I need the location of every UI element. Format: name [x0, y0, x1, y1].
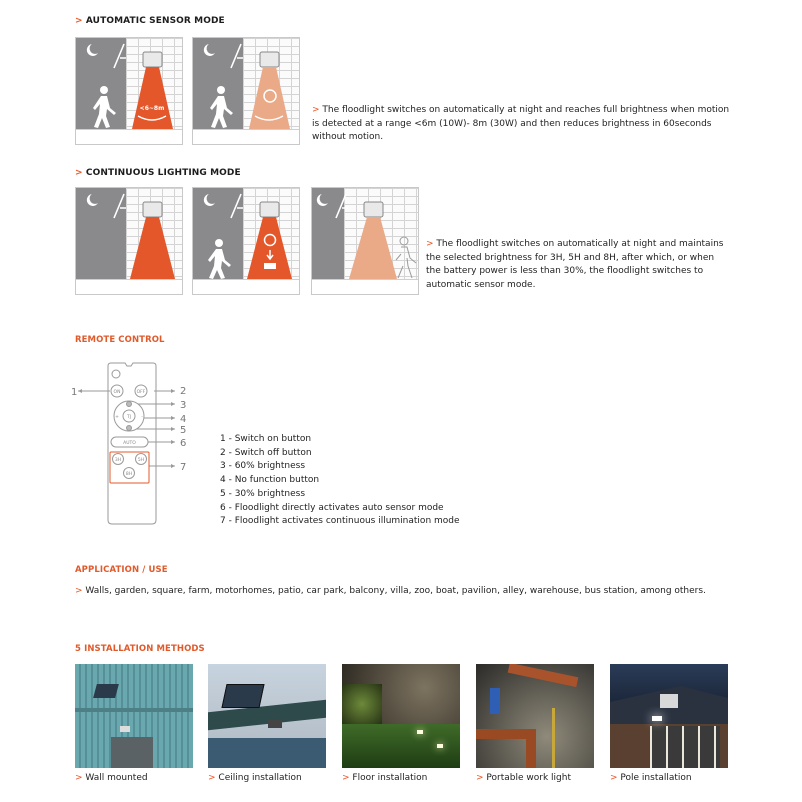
moon-icon — [204, 44, 215, 56]
floodlight-icon — [143, 52, 162, 67]
solar-panel — [221, 684, 264, 708]
walking-person-icon — [210, 86, 233, 128]
moon-icon — [87, 44, 98, 56]
callout-6: 6 — [180, 438, 187, 449]
continuous-diagram-full — [75, 187, 183, 295]
svg-text:ON: ON — [113, 390, 121, 395]
continuous-diagram-timer — [192, 187, 300, 295]
door — [111, 737, 153, 768]
caption-pole: > Pole installation — [610, 773, 692, 783]
auto-sensor-heading: > AUTOMATIC SENSOR MODE — [75, 16, 225, 26]
moon-icon — [204, 194, 215, 206]
floodlight-icon — [143, 202, 162, 217]
walking-person-icon — [93, 86, 116, 128]
floodlight-icon — [260, 202, 279, 217]
continuous-description: > The floodlight switches on automatically at night and maintains the selected brightness for 3H, 5H and 8H, after which, or when the battery power is less than 30%, the floodlight switches to automatic sensor mode. — [426, 239, 724, 290]
remote-legend — [220, 433, 460, 529]
ceiling-installation-photo — [208, 664, 326, 768]
application-text: > Walls, garden, square, farm, motorhomes, patio, car park, balcony, villa, zoo, boat, pavilion, alley, warehouse, bus station, among others. — [75, 586, 706, 596]
lamp-post-icon — [231, 44, 243, 68]
solar-panel — [93, 684, 119, 698]
callout-4: 4 — [180, 414, 187, 425]
lamp-post-icon — [114, 194, 126, 218]
auto-sensor-diagram-full — [75, 37, 183, 145]
moon-icon — [87, 194, 98, 206]
floodlight — [120, 726, 130, 732]
walking-person-icon — [208, 239, 231, 279]
svg-text:+: + — [115, 415, 119, 420]
callout-3: 3 — [180, 400, 187, 411]
svg-text:TJ: TJ — [126, 415, 132, 420]
svg-text:5H: 5H — [137, 458, 145, 463]
light-beam — [349, 217, 397, 279]
svg-text:3H: 3H — [114, 458, 122, 463]
auto-sensor-diagram-dim — [192, 37, 300, 145]
legend-item: 4 - No function button — [220, 475, 320, 486]
legend-item: 1 - Switch on button — [220, 434, 312, 444]
moon-icon — [317, 194, 328, 206]
wall-mounted-photo — [75, 664, 193, 768]
svg-text:-: - — [141, 415, 143, 420]
svg-text:AUTO: AUTO — [123, 441, 136, 446]
floodlight — [652, 716, 662, 721]
svg-text:OFF: OFF — [136, 390, 146, 395]
legend-item: 6 - Floodlight directly activates auto sensor mode — [220, 502, 444, 513]
brightness-60-button[interactable] — [127, 402, 132, 407]
caption-floor: > Floor installation — [342, 773, 428, 783]
range-label: <6~8m — [139, 105, 165, 112]
floodlight-icon — [364, 202, 383, 217]
callout-2: 2 — [180, 386, 187, 397]
tripod — [552, 708, 555, 768]
svg-text:8H: 8H — [125, 472, 133, 477]
lamp-post-icon — [114, 44, 126, 68]
continuous-heading: > CONTINUOUS LIGHTING MODE — [75, 168, 241, 178]
continuous-diagram-dim — [311, 187, 419, 295]
battery-icon — [264, 263, 276, 269]
lamp-post-icon — [231, 194, 243, 218]
legend-item: 2 - Switch off button — [220, 447, 312, 458]
legend-item: 7 - Floodlight activates continuous illumination mode — [220, 516, 460, 527]
auto-sensor-description: > The floodlight switches on automatically at night and reaches full brightness when motion is detected at a range <6m (10W)- 8m (30W) and then reduces brightness in 60seconds without motion. — [312, 105, 730, 142]
brightness-30-button[interactable] — [127, 426, 132, 431]
installation-heading: 5 INSTALLATION METHODS — [75, 644, 205, 654]
callout-1: 1 — [71, 387, 78, 398]
floodlight-icon — [260, 52, 279, 67]
floor-installation-photo — [342, 664, 460, 768]
caption-wall-mounted: > Wall mounted — [75, 773, 148, 783]
light-beam — [130, 217, 175, 279]
caption-ceiling: > Ceiling installation — [208, 773, 302, 783]
light-beam — [247, 217, 292, 279]
callout-5: 5 — [180, 425, 187, 436]
floodlight — [268, 720, 282, 728]
lamp-post-icon — [336, 194, 348, 218]
worker — [490, 688, 500, 714]
legend-item: 3 - 60% brightness — [220, 461, 306, 472]
caption-portable: > Portable work light — [476, 773, 571, 783]
callout-7: 7 — [180, 462, 187, 473]
remote-control-heading: REMOTE CONTROL — [75, 335, 165, 345]
legend-item: 5 - 30% brightness — [220, 488, 306, 499]
remote-control-diagram — [70, 360, 200, 530]
pole-installation-photo — [610, 664, 728, 768]
portable-work-light-photo — [476, 664, 594, 768]
walking-person-outline-icon — [396, 237, 416, 278]
application-heading: APPLICATION / USE — [75, 565, 168, 575]
